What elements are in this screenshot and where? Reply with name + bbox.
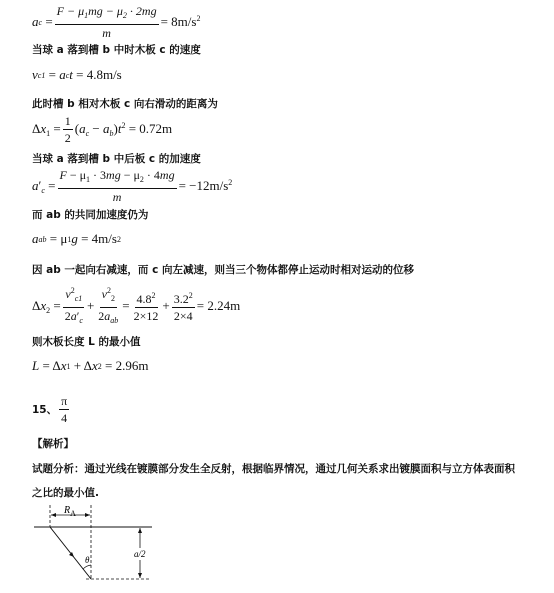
- text-velocity-heading: 当球 a 落到槽 b 中时木板 c 的速度: [32, 44, 201, 56]
- analysis-line-2: 之比的最小值.: [32, 487, 99, 499]
- analysis-line-1: 试题分析：通过光线在镀膜部分发生全反射，根据临界情况，通过几何关系求出镀膜面积与立方体表面积: [32, 463, 515, 475]
- equation-dx2: $\Delta x_2$ = $\frac{v^2_{c1}}{2a'_c}$ + $\frac{v^2_2}{2a_{ab}}$ = $\frac{4.8^2}{2\times 12}$ + $\frac{3.2^2}{2\times 4}$ = 2.24m: [32, 284, 240, 328]
- fraction-32: $\frac{3.2^2}{2\times 4}$: [173, 291, 193, 323]
- equation-vc1: v c1 = a c t = 4.8m/s: [32, 67, 122, 82]
- fraction-48: $\frac{4.8^2}{2\times 12}$: [133, 291, 159, 323]
- ra-arrowhead-left: [51, 513, 56, 517]
- fraction-vc1: $\frac{v^2_{c1}}{2a'_c}$: [64, 286, 83, 325]
- text-acceleration-heading: 当球 a 落到槽 b 中后板 c 的加速度: [32, 153, 201, 165]
- text-length-heading: 则木板长度 L 的最小值: [32, 336, 141, 348]
- light-ray: [50, 527, 91, 579]
- equation-L: L = Δ x 1 + Δ x 2 = 2.96m: [32, 358, 149, 373]
- fraction-half: $\frac{1}{2}$: [64, 114, 71, 145]
- label-theta: θ: [85, 555, 90, 565]
- ra-arrowhead-right: [85, 513, 90, 517]
- label-RA: $R_A$: [64, 505, 76, 518]
- text-common-accel-heading: 而 ab 的共同加速度仍为: [32, 209, 149, 221]
- text-relative-displacement-heading: 因 ab 一起向右减速，而 c 向左减速，则当三个物体都停止运动时相对运动的位移: [32, 264, 414, 276]
- equation-dx1: $\Delta x_1$ = $\frac{1}{2}$ $(a_c - a_b)t^2 = 0.72m$: [32, 114, 173, 145]
- equation-ac: a c = $\frac{F - \mu_1mg - \mu_2 \cdot 2mg}{m}$ = $8m/s^2$: [32, 4, 201, 40]
- equation-ac-prime: $a'_c$ = $\frac{F - \mu_1 \cdot 3mg - \mu_2 \cdot 4mg}{m}$ = $-12m/s^2$: [32, 168, 233, 204]
- geometry-figure: [30, 503, 160, 585]
- label-a-half: a/2: [134, 549, 146, 559]
- fraction-ac: $\frac{F - \mu_1mg - \mu_2 \cdot 2mg}{m}$: [56, 4, 157, 40]
- theta-arc: [83, 565, 91, 569]
- text-distance-heading: 此时槽 b 相对木板 c 向右滑动的距离为: [32, 98, 218, 110]
- fraction-v2: $\frac{v^2_2}{2a_{ab}}$: [98, 286, 119, 325]
- fraction-ac-prime: $\frac{F - \mu_1 \cdot 3mg - \mu_2 \cdot 4mg}{m}$: [59, 168, 175, 204]
- analysis-heading: 【解析】: [32, 438, 74, 450]
- answer-15: 15、 $\frac{\pi}{4}$: [32, 394, 68, 425]
- equation-aab: a ab = μ 1 g = 4m/s 2: [32, 231, 121, 246]
- half-arrowhead-top: [138, 528, 142, 533]
- half-arrowhead-bottom: [138, 573, 142, 578]
- fraction-pi-4: $\frac{\pi}{4}$: [61, 394, 68, 425]
